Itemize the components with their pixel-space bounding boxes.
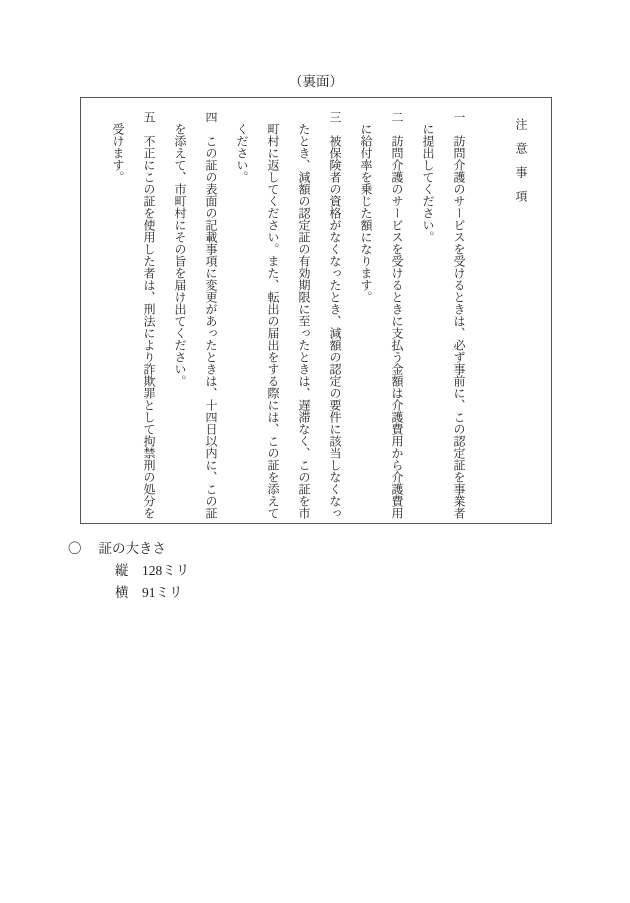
circle-marker: 〇 xyxy=(68,541,82,556)
card-size-height: 縦 128ミリ xyxy=(115,563,190,578)
notice-item-5-line-2: 受けます。 xyxy=(111,123,125,183)
card-size-width: 横 91ミリ xyxy=(115,585,183,600)
notice-item-4-line-1: 四 この証の表面の記載事項に変更があったときは、十四日以内に、この証 xyxy=(204,111,218,519)
notice-item-3-line-4: ください。 xyxy=(235,123,249,183)
notice-item-4-line-2: を添えて、市町村にその旨を届け出てください。 xyxy=(173,123,187,387)
notice-item-5-line-1: 五 不正にこの証を使用した者は、刑法により詐欺罪として拘禁刑の処分を xyxy=(142,111,156,519)
back-side-label: （裏面） xyxy=(289,74,343,89)
notice-item-2-line-1: 二 訪問介護のサービスを受けるときに支払う金額は介護費用から介護費用 xyxy=(390,111,404,519)
notice-item-1-line-2: に提出してください。 xyxy=(421,123,435,243)
notice-item-2-line-2: に給付率を乗じた額になります。 xyxy=(359,123,373,303)
card-size-title: 証の大きさ xyxy=(98,541,166,556)
notice-box xyxy=(80,97,552,524)
card-size-note xyxy=(68,542,189,600)
notice-item-3-line-2: たとき、減額の認定証の有効期限に至ったときは、遅滞なく、この証を市 xyxy=(297,123,311,519)
notice-item-1-line-1: 一 訪問介護のサービスを受けるときは、必ず事前に、この認定証を事業者 xyxy=(452,111,466,519)
notice-item-3-line-1: 三 被保険者の資格がなくなったとき、減額の認定の要件に該当しなくなっ xyxy=(328,111,342,519)
notice-item-3-line-3: 町村に返してください。また、転出の届出をする際には、この証を添えて xyxy=(266,123,280,519)
notice-vertical-text xyxy=(81,98,551,523)
card-size-title-row xyxy=(68,542,189,556)
notice-title: 注 意 事 項 xyxy=(514,118,528,202)
